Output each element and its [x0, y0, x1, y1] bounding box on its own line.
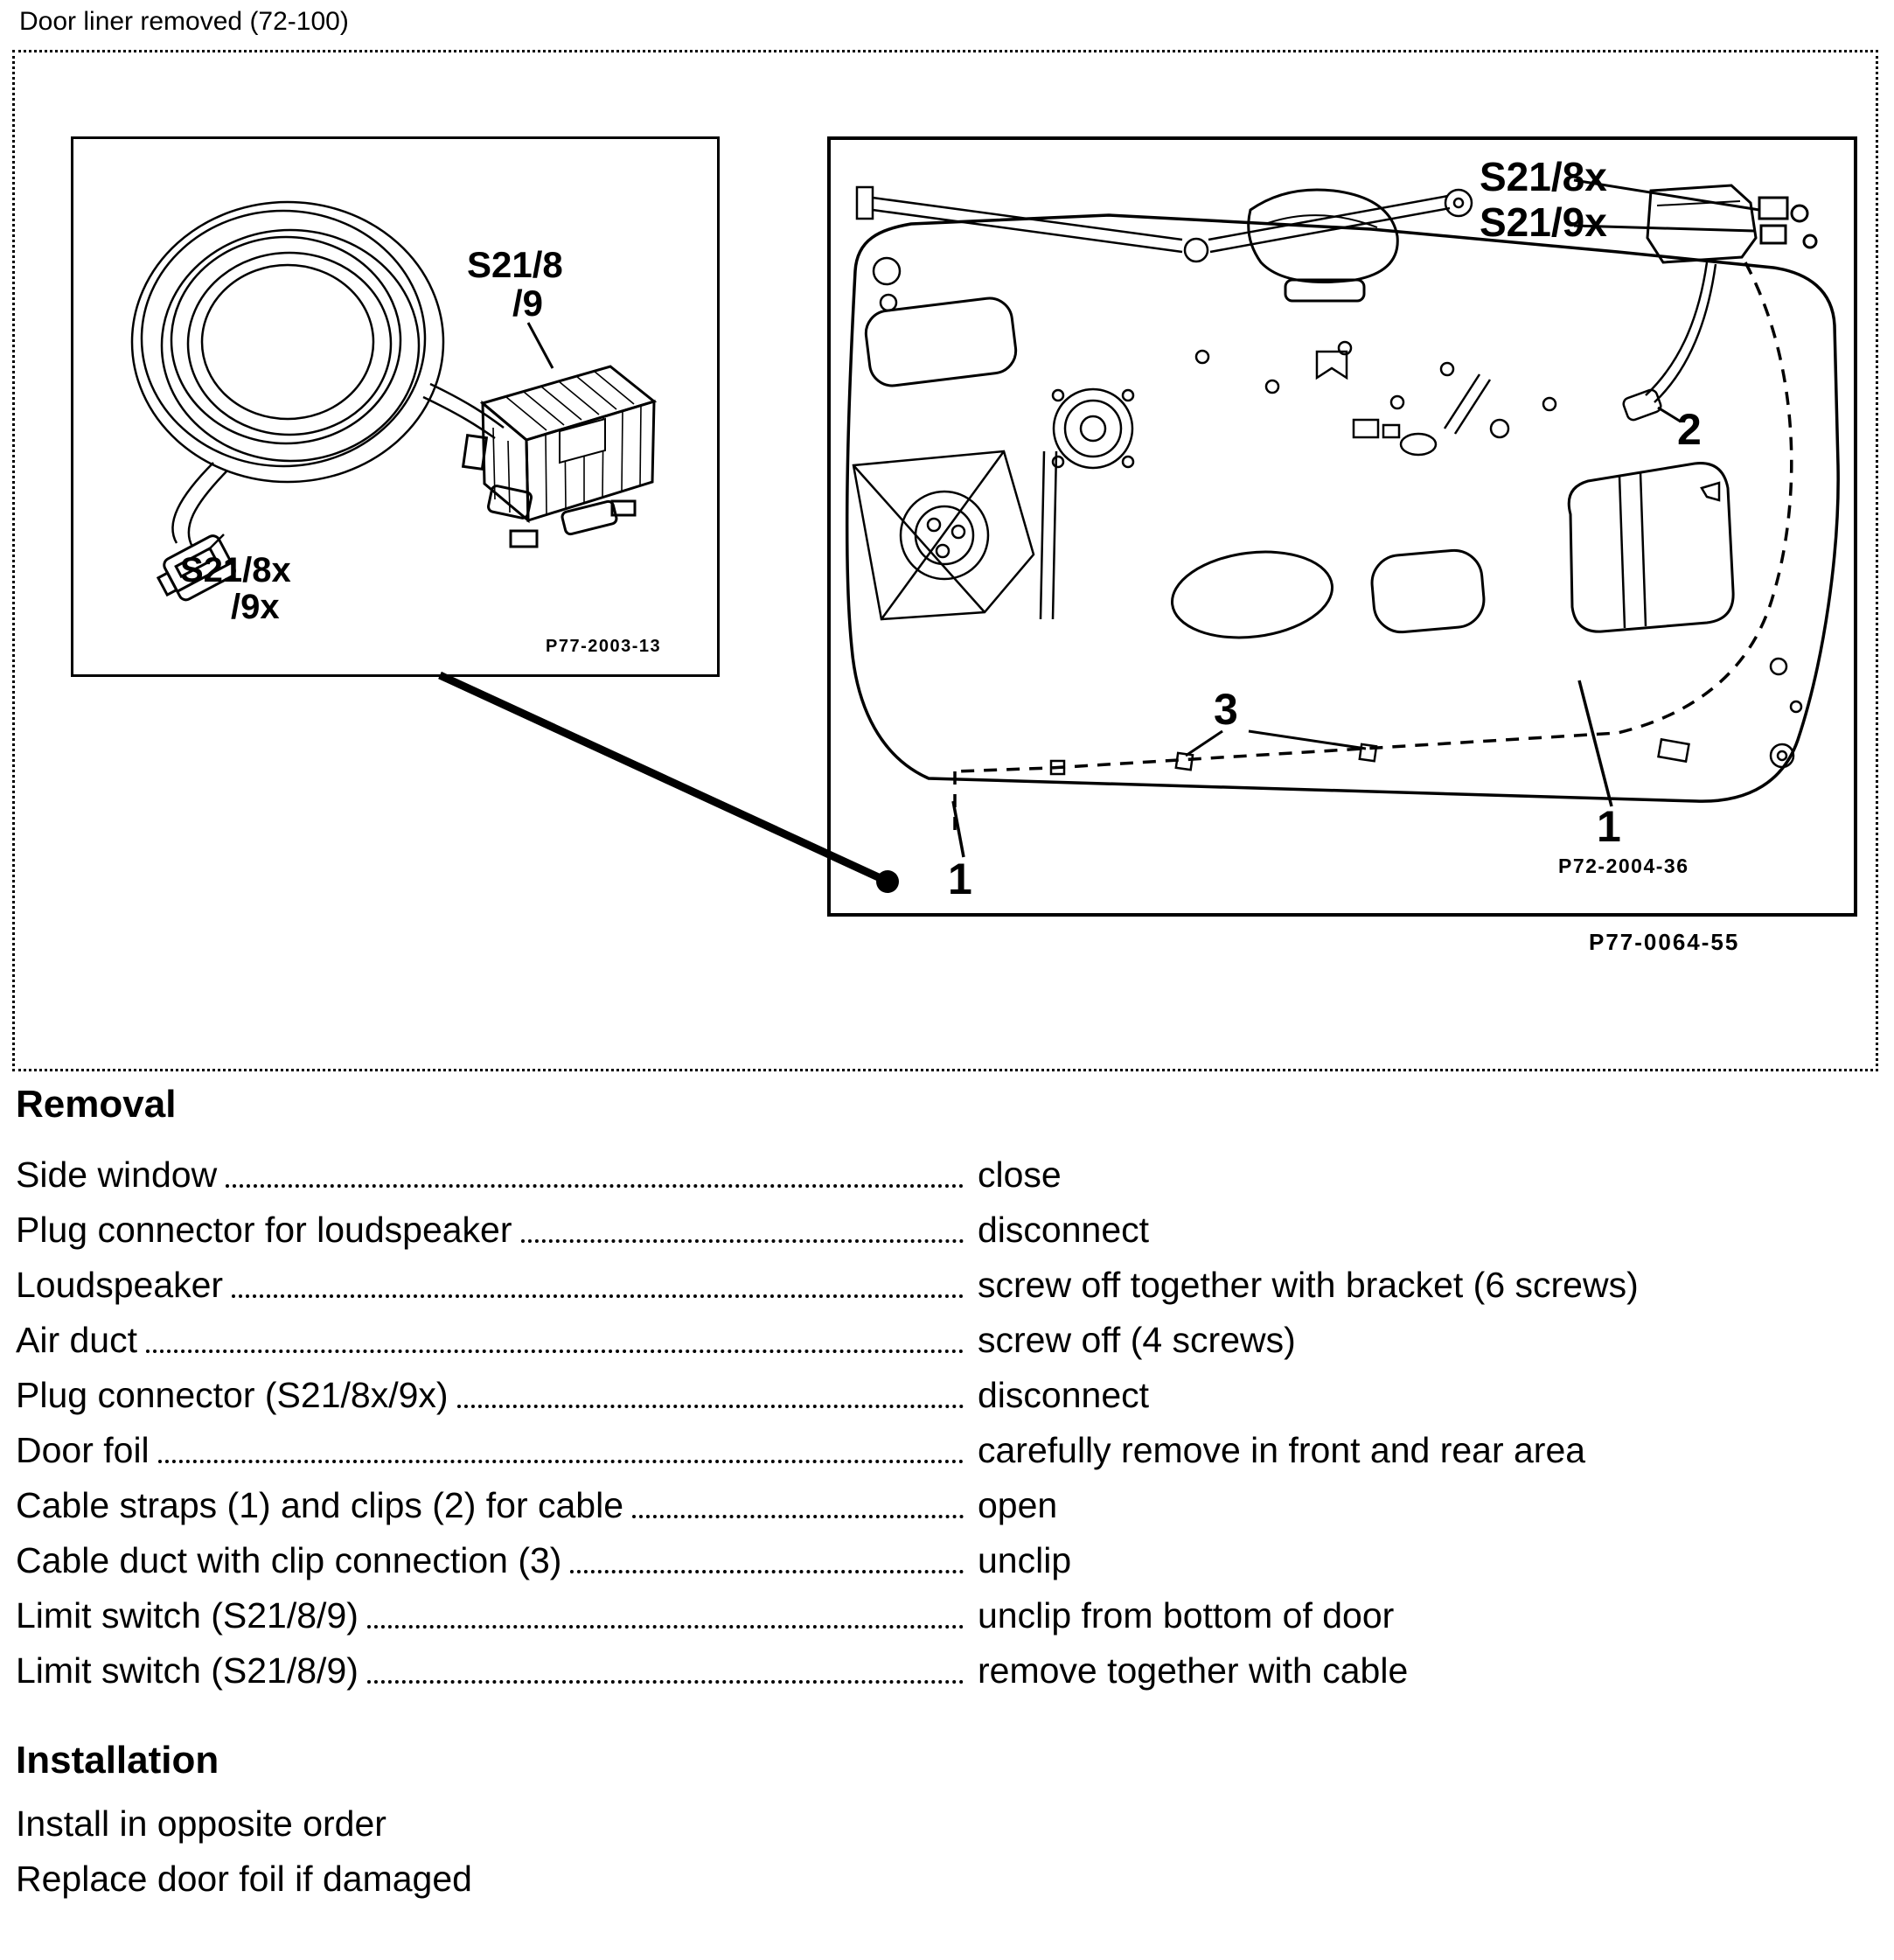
removal-step — [16, 1251, 1875, 1306]
step-item: Plug connector for loudspeaker — [16, 1209, 512, 1250]
removal-step — [16, 1306, 1875, 1361]
dotted-leader — [146, 1350, 964, 1353]
step-action: disconnect — [978, 1374, 1150, 1415]
step-item: Limit switch (S21/8/9) — [16, 1650, 359, 1691]
page-top-note: Door liner removed (72-100) — [19, 7, 349, 36]
dotted-leader — [457, 1405, 964, 1408]
installation-heading: Installation — [16, 1739, 219, 1782]
door-label-s219x: S21/9x — [1480, 199, 1607, 245]
cable-coil — [132, 202, 443, 482]
step-item: Loudspeaker — [16, 1264, 224, 1305]
step-action: remove together with cable — [978, 1650, 1409, 1691]
dotted-leader — [521, 1239, 964, 1243]
step-item: Cable straps (1) and clips (2) for cable — [16, 1484, 624, 1525]
limit-switch-illustration — [73, 139, 717, 674]
step-action: disconnect — [978, 1209, 1150, 1250]
window-motor — [1249, 190, 1398, 301]
step-item: Cable duct with clip connection (3) — [16, 1539, 562, 1580]
step-action: open — [978, 1484, 1058, 1525]
label-leader-line — [528, 323, 553, 368]
handle-opening — [1569, 464, 1733, 632]
lower-openings — [1167, 543, 1487, 646]
removal-heading: Removal — [16, 1083, 177, 1126]
door-part-number-outer: P77-0064-55 — [1589, 929, 1740, 955]
dotted-leader — [226, 1184, 964, 1188]
callout-1-right: 1 — [1597, 802, 1621, 851]
inset-label-9: /9 — [512, 282, 544, 324]
dotted-leader — [367, 1680, 964, 1684]
step-item: Air duct — [16, 1319, 137, 1360]
callout-3: 3 — [1214, 685, 1238, 734]
inset-label-9x: /9x — [231, 588, 280, 626]
door-figure — [827, 136, 1857, 917]
step-item: Door foil — [16, 1429, 150, 1470]
removal-step — [16, 1140, 1875, 1196]
door-panel-illustration — [831, 140, 1854, 913]
step-action: close — [978, 1154, 1062, 1195]
installation-note: Replace door foil if damaged — [16, 1859, 472, 1899]
removal-step — [16, 1581, 1875, 1636]
inset-label-s218: S21/8 — [467, 244, 563, 285]
installation-note: Install in opposite order — [16, 1803, 386, 1844]
callout-2: 2 — [1677, 405, 1702, 454]
step-action: unclip — [978, 1539, 1072, 1580]
step-item: Plug connector (S21/8x/9x) — [16, 1374, 449, 1415]
removal-steps — [16, 1140, 1875, 1691]
step-action: carefully remove in front and rear area — [978, 1429, 1586, 1470]
installation-section — [16, 1739, 1875, 1907]
removal-step — [16, 1471, 1875, 1526]
dotted-leader — [158, 1460, 964, 1463]
figure-panel — [12, 50, 1878, 1071]
removal-step — [16, 1636, 1875, 1691]
callout-leader-lines — [953, 180, 1759, 857]
door-label-s218x: S21/8x — [1480, 154, 1607, 199]
removal-procedure — [16, 1083, 1875, 1691]
limit-switch-block — [463, 366, 654, 547]
callout-1-left: 1 — [948, 854, 972, 903]
inset-label-s218x: S21/8x — [180, 551, 291, 589]
door-panel-outline — [847, 215, 1838, 801]
inset-part-number: P77-2003-13 — [546, 637, 662, 656]
speaker-grommet — [1053, 389, 1133, 468]
dotted-leader — [632, 1515, 964, 1518]
step-item: Side window — [16, 1154, 218, 1195]
step-action: screw off together with bracket (6 screws) — [978, 1264, 1639, 1305]
step-action: screw off (4 screws) — [978, 1319, 1296, 1360]
cable-routing-dashed — [955, 262, 1792, 834]
removal-step — [16, 1196, 1875, 1251]
removal-step — [16, 1416, 1875, 1471]
cable-tails — [172, 384, 504, 547]
dotted-leader — [232, 1294, 964, 1298]
cable-with-clip — [1622, 262, 1716, 422]
removal-step — [16, 1526, 1875, 1581]
dotted-leader — [367, 1625, 964, 1629]
step-item: Limit switch (S21/8/9) — [16, 1594, 359, 1636]
door-part-number-inner: P72-2004-36 — [1558, 854, 1689, 877]
hinge-bracket — [853, 451, 1056, 619]
step-action: unclip from bottom of door — [978, 1594, 1395, 1636]
dotted-leader — [570, 1570, 964, 1573]
window-regulator-rails — [857, 187, 1472, 262]
removal-step — [16, 1361, 1875, 1416]
inset-figure — [71, 136, 720, 677]
